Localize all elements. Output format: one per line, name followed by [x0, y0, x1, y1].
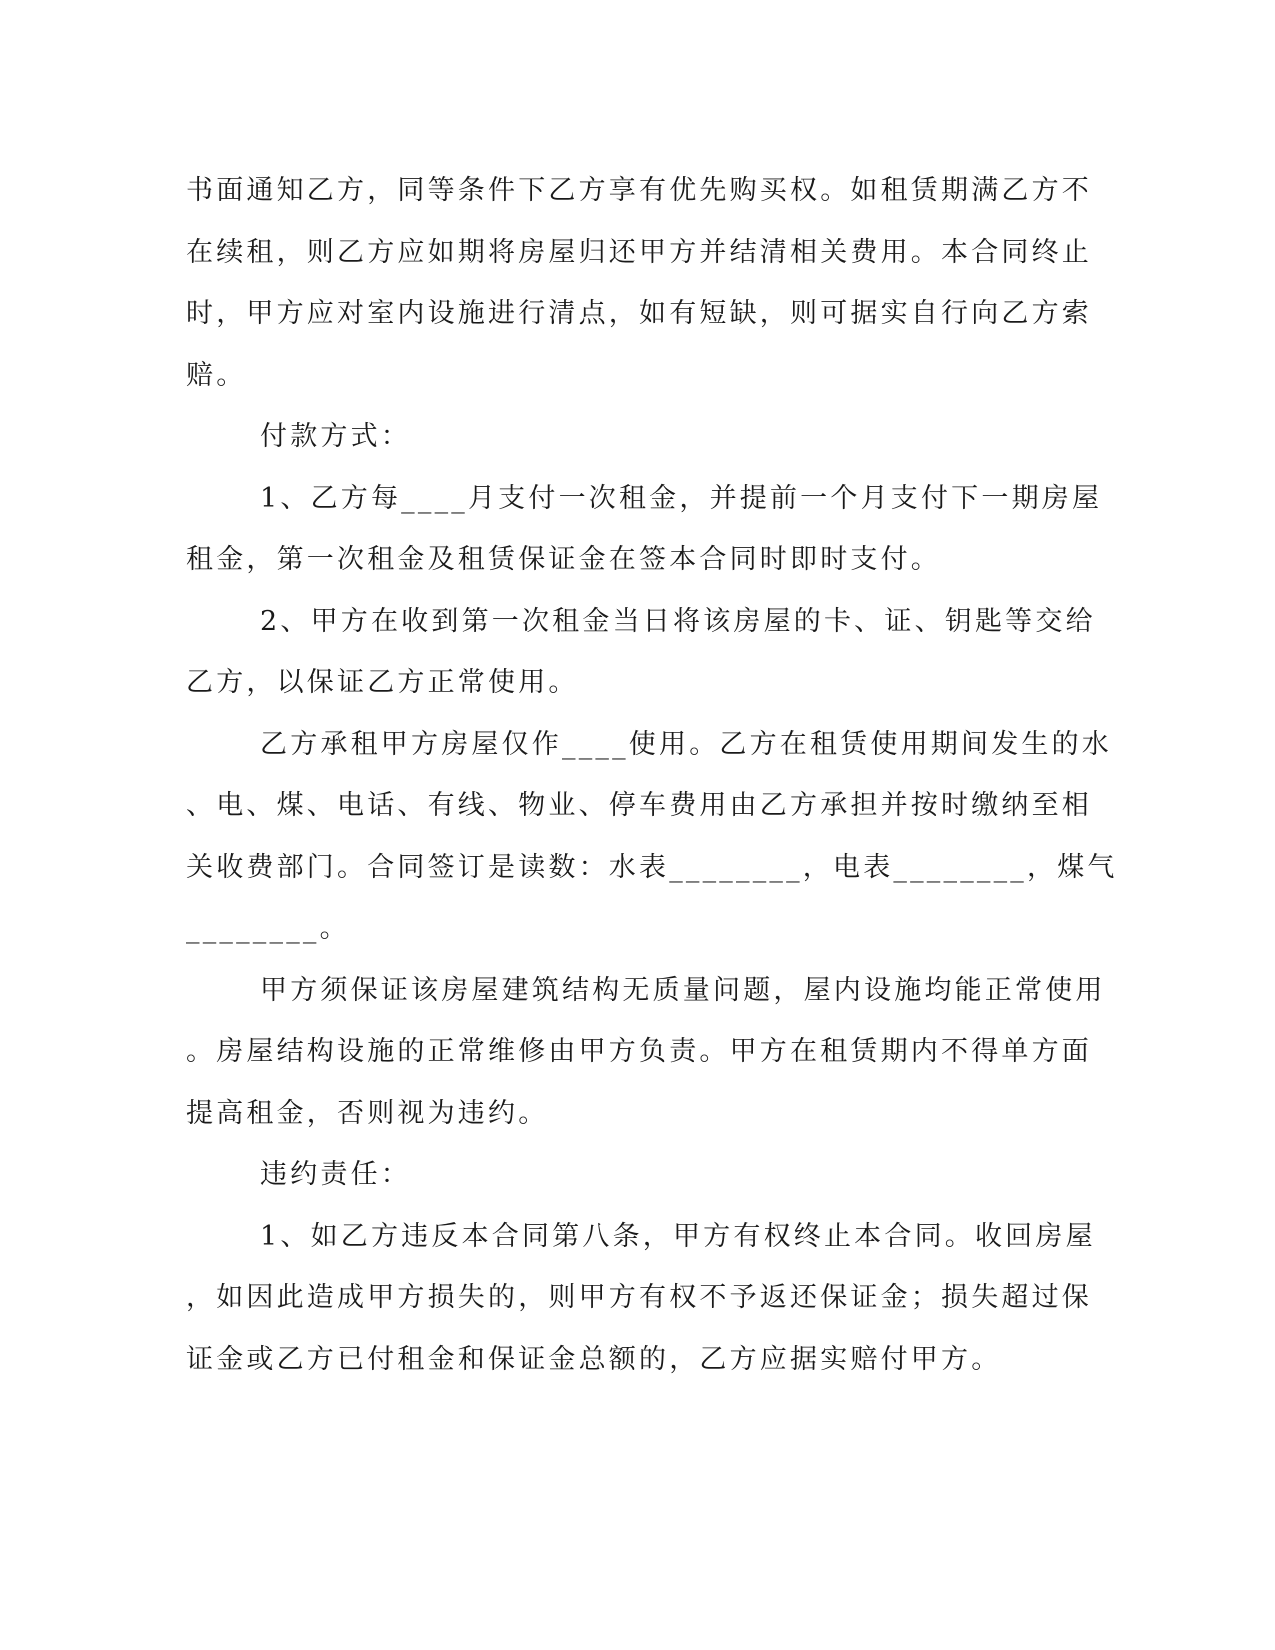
text-line: 关收费部门。合同签订是读数：水表________，电表________，煤气 — [186, 851, 1118, 883]
text-line: 。房屋结构设施的正常维修由甲方负责。甲方在租赁期内不得单方面 — [186, 1036, 1092, 1067]
text-line: 提高租金，否则视为违约。 — [186, 1097, 549, 1129]
text-line: 在续租，则乙方应如期将房屋归还甲方并结清相关费用。本合同终止 — [186, 236, 1092, 268]
section-heading-payment: 付款方式： — [260, 421, 411, 452]
text-line: 1、如乙方违反本合同第八条，甲方有权终止本合同。收回房屋 — [260, 1220, 1096, 1252]
text-line: 甲方须保证该房屋建筑结构无质量问题，屋内设施均能正常使用 — [260, 974, 1106, 1006]
text-line: ，如因此造成甲方损失的，则甲方有权不予返还保证金；损失超过保 — [186, 1282, 1092, 1313]
section-heading-breach: 违约责任： — [260, 1159, 411, 1190]
text-line: 租金，第一次租金及租赁保证金在签本合同时即时支付。 — [186, 544, 941, 575]
contract-text — [186, 160, 1118, 1390]
text-line: 乙方承租甲方房屋仅作____使用。乙方在租赁使用期间发生的水 — [260, 728, 1112, 760]
text-line: 乙方，以保证乙方正常使用。 — [186, 667, 579, 698]
text-line: 1、乙方每____月支付一次租金，并提前一个月支付下一期房屋 — [260, 482, 1103, 514]
text-line: 书面通知乙方，同等条件下乙方享有优先购买权。如租赁期满乙方不 — [186, 175, 1092, 206]
text-line: ________。 — [186, 913, 350, 944]
text-line: 、电、煤、电话、有线、物业、停车费用由乙方承担并按时缴纳至相 — [186, 790, 1092, 821]
text-line: 证金或乙方已付租金和保证金总额的，乙方应据实赔付甲方。 — [186, 1343, 1002, 1375]
text-line: 2、甲方在收到第一次租金当日将该房屋的卡、证、钥匙等交给 — [260, 605, 1096, 637]
text-line: 时，甲方应对室内设施进行清点，如有短缺，则可据实自行向乙方索 — [186, 298, 1092, 329]
text-line: 赔。 — [186, 359, 247, 391]
